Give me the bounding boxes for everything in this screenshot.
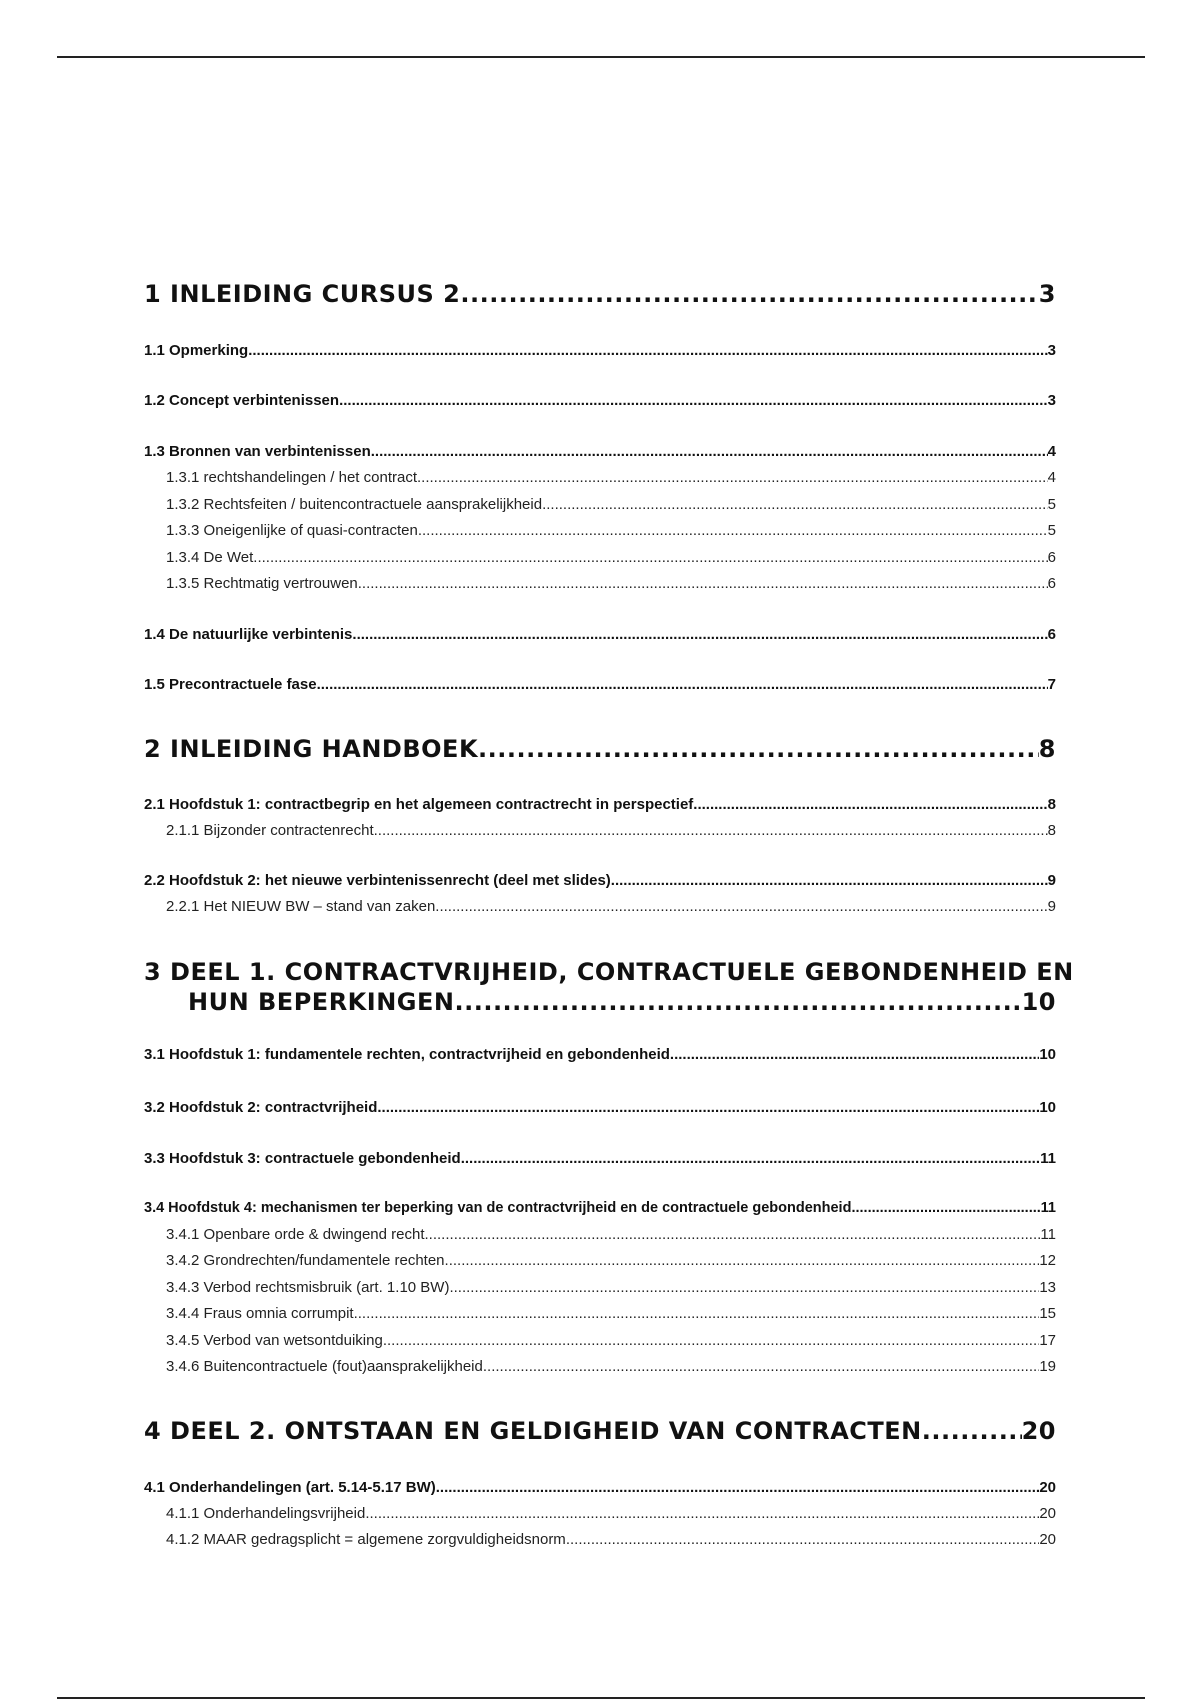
- toc-title: 3.4.2 Grondrechten/fundamentele rechten: [166, 1252, 445, 1269]
- dot-leader: [417, 469, 1048, 486]
- toc-title: 3.4 Hoofdstuk 4: mechanismen ter beperking van de contractvrijheid en de contractuele gebondenheid: [144, 1200, 852, 1216]
- dot-leader: [460, 280, 1038, 308]
- toc-page: 6: [1047, 626, 1056, 643]
- toc-title: 4.1.1 Onderhandelingsvrijheid: [166, 1505, 366, 1522]
- toc-subsection-3-4-3[interactable]: [166, 1279, 1056, 1296]
- dot-leader: [454, 988, 1021, 1016]
- toc-title: 1.5 Precontractuele fase: [144, 676, 317, 693]
- toc-page: 8: [1047, 796, 1056, 813]
- toc-page: 7: [1047, 676, 1056, 693]
- toc-title: 3.3 Hoofdstuk 3: contractuele gebondenheid: [144, 1150, 461, 1167]
- dot-leader: [365, 1505, 1039, 1522]
- dot-leader: [418, 522, 1048, 539]
- dot-leader: [478, 735, 1039, 763]
- toc-page: 3: [1038, 280, 1056, 308]
- dot-leader: [352, 626, 1047, 643]
- dot-leader: [253, 549, 1047, 566]
- toc-chapter-2[interactable]: [144, 735, 1056, 763]
- toc-subsection-3-4-5[interactable]: [166, 1332, 1056, 1349]
- dot-leader: [670, 1046, 1039, 1063]
- toc-title: 1.4 De natuurlijke verbintenis: [144, 626, 353, 643]
- toc-page: 11: [1040, 1200, 1056, 1216]
- toc-title-line-2: HUN BEPERKINGEN: [188, 988, 455, 1016]
- toc-section-2-1[interactable]: [144, 796, 1056, 813]
- toc-subsection-1-3-1[interactable]: [166, 469, 1056, 486]
- toc-title: 1 INLEIDING CURSUS 2: [144, 280, 461, 308]
- toc-page: 8: [1038, 735, 1056, 763]
- toc-section-3-3[interactable]: [144, 1150, 1056, 1167]
- toc-subsection-1-3-5[interactable]: [166, 575, 1056, 592]
- dot-leader: [611, 872, 1048, 889]
- toc-subsection-3-4-6[interactable]: [166, 1358, 1056, 1375]
- toc-page: 3: [1047, 342, 1056, 359]
- dot-leader: [371, 443, 1048, 460]
- dot-leader: [317, 676, 1048, 693]
- toc-title: 3.1 Hoofdstuk 1: fundamentele rechten, contractvrijheid en gebondenheid: [144, 1046, 670, 1063]
- dot-leader: [383, 1332, 1039, 1349]
- toc-page: 11: [1040, 1150, 1056, 1167]
- toc-subsection-2-2-1[interactable]: [166, 898, 1056, 915]
- dot-leader: [483, 1358, 1039, 1375]
- toc-page: 4: [1047, 443, 1056, 460]
- toc-section-3-4[interactable]: [144, 1200, 1056, 1216]
- dot-leader: [461, 1150, 1040, 1167]
- toc-page: 10: [1039, 1046, 1056, 1063]
- toc-subsection-3-4-4[interactable]: [166, 1305, 1056, 1322]
- dot-leader: [693, 796, 1047, 813]
- dot-leader: [436, 1479, 1040, 1496]
- toc-page: 19: [1039, 1358, 1056, 1375]
- toc-title: 1.3.4 De Wet: [166, 549, 254, 566]
- toc-title: 4.1 Onderhandelingen (art. 5.14-5.17 BW): [144, 1479, 436, 1496]
- toc-subsection-3-4-1[interactable]: [166, 1226, 1056, 1243]
- toc-page: 6: [1047, 549, 1056, 566]
- footer-rule: [57, 1697, 1145, 1699]
- toc-section-1-3[interactable]: [144, 443, 1056, 460]
- toc-title: 4.1.2 MAAR gedragsplicht = algemene zorgvuldigheidsnorm: [166, 1531, 566, 1548]
- toc-title: 3.4.1 Openbare orde & dwingend recht: [166, 1226, 425, 1243]
- toc-page: 17: [1039, 1332, 1056, 1349]
- toc-page: 4: [1047, 469, 1056, 486]
- toc-section-1-1[interactable]: [144, 342, 1056, 359]
- toc-section-3-1[interactable]: [144, 1046, 1056, 1063]
- toc-title: 1.3.1 rechtshandelingen / het contract: [166, 469, 418, 486]
- toc-subsection-1-3-4[interactable]: [166, 549, 1056, 566]
- toc-title: 1.2 Concept verbintenissen: [144, 392, 340, 409]
- dot-leader: [377, 1099, 1039, 1116]
- dot-leader: [374, 822, 1048, 839]
- toc-subsection-4-1-2[interactable]: [166, 1531, 1056, 1548]
- toc-title: 2.2.1 Het NIEUW BW – stand van zaken: [166, 898, 436, 915]
- toc-page: 3: [1047, 392, 1056, 409]
- toc-title: 1.3.5 Rechtmatig vertrouwen: [166, 575, 358, 592]
- dot-leader: [542, 496, 1048, 513]
- toc-title-line-1: 3 DEEL 1. CONTRACTVRIJHEID, CONTRACTUELE GEBONDENHEID EN: [144, 958, 1074, 986]
- dot-leader: [435, 898, 1047, 915]
- dot-leader: [354, 1305, 1040, 1322]
- header-rule: [57, 56, 1145, 58]
- toc-page: 8: [1047, 822, 1056, 839]
- toc-title: 2 INLEIDING HANDBOEK: [144, 735, 479, 763]
- toc-title: 3.4.5 Verbod van wetsontduiking: [166, 1332, 383, 1349]
- toc-title: 1.1 Opmerking: [144, 342, 249, 359]
- toc-page: 20: [1039, 1505, 1056, 1522]
- toc-page: 11: [1040, 1226, 1056, 1243]
- toc-title: 1.3 Bronnen van verbintenissen: [144, 443, 371, 460]
- dot-leader: [851, 1200, 1040, 1216]
- toc-page: 9: [1047, 898, 1056, 915]
- toc-title: 2.2 Hoofdstuk 2: het nieuwe verbintenissenrecht (deel met slides): [144, 872, 611, 889]
- toc-chapter-1[interactable]: [144, 280, 1056, 308]
- toc-page: 13: [1039, 1279, 1056, 1296]
- toc-section-4-1[interactable]: [144, 1479, 1056, 1496]
- toc-title: 2.1.1 Bijzonder contractenrecht: [166, 822, 374, 839]
- toc-title: 3.4.4 Fraus omnia corrumpit: [166, 1305, 354, 1322]
- toc-page: 12: [1039, 1252, 1056, 1269]
- toc-page: 20: [1021, 1417, 1056, 1445]
- toc-subsection-2-1-1[interactable]: [166, 822, 1056, 839]
- dot-leader: [566, 1531, 1040, 1548]
- toc-page: 5: [1047, 522, 1056, 539]
- toc-chapter-4[interactable]: [144, 1417, 1056, 1445]
- toc-title: 3.4.3 Verbod rechtsmisbruik (art. 1.10 BW): [166, 1279, 450, 1296]
- toc-page: 10: [1021, 988, 1056, 1016]
- toc-chapter-3[interactable]: [144, 958, 1074, 1016]
- toc-section-1-2[interactable]: [144, 392, 1056, 409]
- toc-title: 1.3.3 Oneigenlijke of quasi-contracten: [166, 522, 418, 539]
- toc-section-1-4[interactable]: [144, 626, 1056, 643]
- toc-page: 6: [1047, 575, 1056, 592]
- toc-page: 20: [1039, 1479, 1056, 1496]
- toc-subsection-1-3-3[interactable]: [166, 522, 1056, 539]
- dot-leader: [922, 1417, 1022, 1445]
- dot-leader: [248, 342, 1047, 359]
- toc-page: 9: [1047, 872, 1056, 889]
- dot-leader: [358, 575, 1048, 592]
- dot-leader: [449, 1279, 1039, 1296]
- toc-page: 5: [1047, 496, 1056, 513]
- toc-section-2-2[interactable]: [144, 872, 1056, 889]
- toc-page: 10: [1039, 1099, 1056, 1116]
- toc-subsection-3-4-2[interactable]: [166, 1252, 1056, 1269]
- toc-subsection-1-3-2[interactable]: [166, 496, 1056, 513]
- toc-title: 3.2 Hoofdstuk 2: contractvrijheid: [144, 1099, 378, 1116]
- dot-leader: [445, 1252, 1040, 1269]
- toc-section-1-5[interactable]: [144, 676, 1056, 693]
- toc-title: 4 DEEL 2. ONTSTAAN EN GELDIGHEID VAN CONTRACTEN: [144, 1417, 922, 1445]
- toc-page: 15: [1039, 1305, 1056, 1322]
- toc-title: 3.4.6 Buitencontractuele (fout)aansprakelijkheid: [166, 1358, 483, 1375]
- toc-subsection-4-1-1[interactable]: [166, 1505, 1056, 1522]
- toc-title: 1.3.2 Rechtsfeiten / buitencontractuele aansprakelijkheid: [166, 496, 543, 513]
- dot-leader: [425, 1226, 1041, 1243]
- toc-title: 2.1 Hoofdstuk 1: contractbegrip en het algemeen contractrecht in perspectief: [144, 796, 694, 813]
- toc-page: 20: [1039, 1531, 1056, 1548]
- toc-section-3-2[interactable]: [144, 1099, 1056, 1116]
- dot-leader: [339, 392, 1048, 409]
